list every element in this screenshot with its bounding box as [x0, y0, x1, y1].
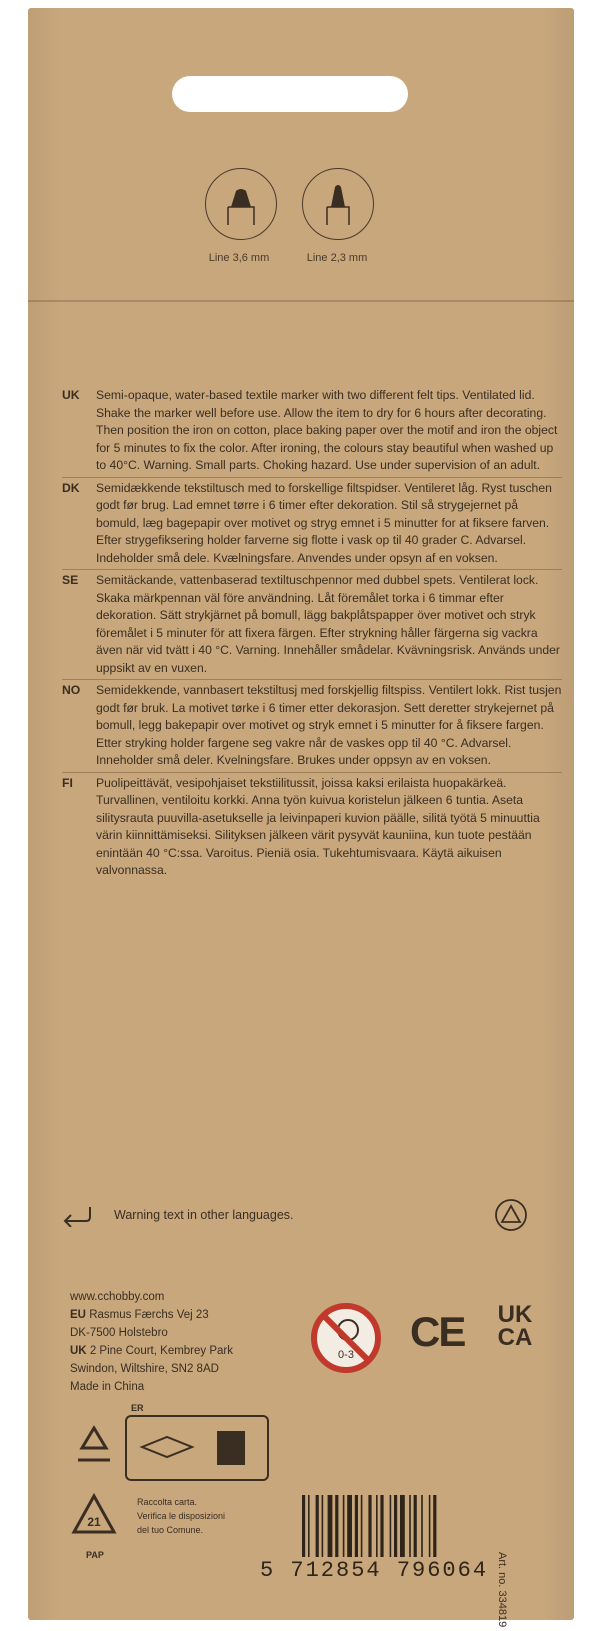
uk-label: UK: [70, 1345, 87, 1357]
ukca-mark: [490, 1303, 540, 1349]
tip-label-thick: Line 3,6 mm: [208, 252, 270, 264]
ukca-line2: CA: [497, 1324, 533, 1351]
sorting-symbol-box: [125, 1403, 269, 1481]
manufacturer-address: [70, 1288, 233, 1396]
language-code: DK: [62, 480, 80, 495]
recycle-note-line2: Verifica le disposizioni: [137, 1511, 226, 1521]
instruction-no: [62, 680, 562, 773]
uk-address-line2: Swindon, Wiltshire, SN2 8AD: [70, 1363, 219, 1375]
mobius-loop-icon: [66, 1490, 122, 1546]
website: www.cchobby.com: [70, 1291, 165, 1303]
recycle-note-line1: Raccolta carta.: [137, 1497, 198, 1507]
barcode-number: 5 712854 796064: [260, 1558, 489, 1583]
instruction-text: Semitäckande, vattenbaserad textiltuschpennor med dubbel spets. Ventilerat lock. Skaka märkpennan väl före användning. Låt föremålet torka i 6 timmar efter dekoration. Sätt strykjärnet på bomull, lägg bakplåtspapper över motivet och stryk föremålet i 5 minuter för att fixera färgen. Efter strykning håller färgerna sig vackra även när vid tvätt i 40 °C. Varning. Innehåller smådelar. Kvävningsrisk. Används under uppsikt av en vuxen.: [96, 573, 560, 675]
instruction-dk: [62, 478, 562, 571]
eu-address-line1: Rasmus Færchs Vej 23: [89, 1309, 209, 1321]
made-in: Made in China: [70, 1381, 145, 1393]
instruction-text: Puolipeittävät, vesipohjaiset tekstiilitussit, joissa kaksi erilaista huopakärkeä. Turvallinen, ventiloitu korkki. Anna työn kuivua koristelun jälkeen 6 tuntia. Aseta silitysrauta puuvilla-asetukselle ja leivinpaperi kuvion päälle, silitä työtä 5 minuuttia värin kiinnittämiseksi. Silityksen jälkeen värit pysyvät kauniina, kun tuote pestään enintään 40 °C:ssa. Varoitus. Pieniä osia. Tukehtumisvaara. Käytä aikuisen valvonnassa.: [96, 775, 540, 877]
instruction-fi: [62, 773, 562, 882]
barcode: [300, 1455, 500, 1565]
instructions-block: [62, 385, 562, 882]
fold-line: [28, 300, 574, 302]
marker-tip-fine-icon: [302, 168, 374, 240]
recycle-note: [137, 1495, 225, 1537]
eu-address-line2: DK-7500 Holstebro: [70, 1327, 168, 1339]
marker-tip-bullet-icon: [205, 168, 277, 240]
age-warning-icon: [310, 1302, 382, 1374]
age-range: 0-3: [338, 1349, 354, 1361]
recycle-triangle-icon: [494, 1198, 528, 1232]
instruction-se: [62, 570, 562, 680]
instruction-text: Semi-opaque, water-based textile marker with two different felt tips. Ventilated lid. Shake the marker well before use. Allow the item to dry for 6 hours after decorating. Then position the iron on cotton, place baking paper over the motif and iron the object for 5 minutes to fix the color. After ironing, the colours stay beautiful when washed up to 40°C. Warning. Small parts. Choking hazard. Use under supervision of an adult.: [96, 388, 558, 472]
language-code: FI: [62, 775, 73, 790]
return-arrow-icon: [60, 1203, 96, 1227]
instruction-uk: [62, 385, 562, 478]
language-code: SE: [62, 573, 79, 587]
article-number: Art. no. 334819: [496, 1552, 508, 1628]
language-code: UK: [62, 388, 80, 402]
eu-label: EU: [70, 1309, 86, 1321]
instruction-text: Semidekkende, vannbasert tekstiltusj med forskjellig filtspiss. Ventilert lokk. Rist tusjen godt før bruk. La motivet tørke i 6 timer etter dekorasjon. Sett deretter strykejernet på bomull, legg bakepapir over motivet og stryk emnet i 5 minutter for å fiksere fargen. Etter stryking holder fargene seg vakre når de vaskes opp til 40 °C. Advarsel. Inneholder små deler. Kvelningsfare. Brukes under oppsyn av en voksen.: [96, 683, 562, 767]
recycle-code: 21: [87, 1515, 101, 1529]
recycle-arrows-icon: [66, 1420, 122, 1476]
packaging-and-bin-icon: [127, 1417, 267, 1479]
ce-mark: CE: [410, 1308, 465, 1355]
language-code: NO: [62, 683, 81, 697]
instruction-text: Semidækkende tekstiltusch med to forskellige filtspidser. Ventileret låg. Ryst tuschen godt før brug. Lad emnet tørre i 6 timer efter dekoration. Stil så strygejernet på bomuld, læg bagepapir over motivet og stryg emnet i 5 minutter for at fiksere farven. Efter strygefiksering holder farverne sig flotte i vask op til 40 grader C. Advarsel. Indeholder små dele. Kvælningsfare. Anvendes under opsyn af en voksen.: [96, 480, 552, 565]
uk-address-line1: 2 Pine Court, Kembrey Park: [89, 1345, 233, 1357]
hang-hole: [172, 76, 408, 112]
recycle-material: PAP: [86, 1550, 104, 1560]
warning-other-languages-row: [60, 1200, 530, 1230]
warning-other-languages: Warning text in other languages.: [114, 1208, 294, 1222]
recycle-note-line3: del tuo Comune.: [137, 1525, 204, 1535]
tip-label-fine: Line 2,3 mm: [306, 252, 368, 264]
er-label: ER: [131, 1403, 144, 1413]
ukca-line1: UK: [497, 1301, 533, 1328]
